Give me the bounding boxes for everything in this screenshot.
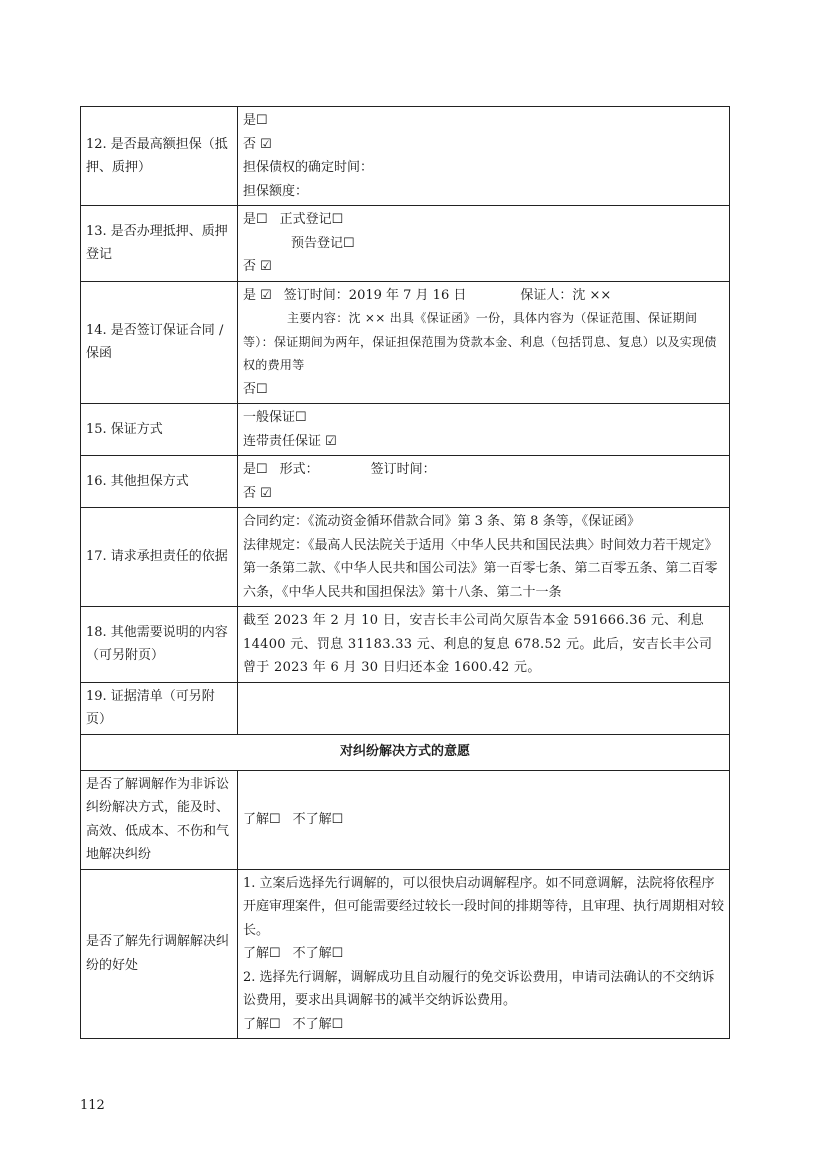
row-17-value [238, 508, 730, 607]
row-19 [81, 682, 730, 734]
row-17-law: 法律规定：《最高人民法院关于适用〈中华人民共和国民法典〉时间效力若干规定》第一条第二款、《中华人民共和国公司法》第一百零七条、第二百零五条、第二百零六条，《中华人民共和国担保法》第十八条、第二十一条 [243, 537, 718, 600]
mediation-awareness-no[interactable]: 不了解☐ [292, 811, 344, 827]
row-13-yes: 是☐ [243, 212, 268, 227]
row-14-signed: 签订时间：2019 年 7 月 16 日 [283, 287, 467, 303]
row-16 [81, 456, 730, 508]
row-15-joint: 连带责任保证 ☑ [243, 433, 337, 449]
mediation-benefit-row [81, 869, 730, 1039]
mediation-awareness-yes[interactable]: 了解☐ [243, 811, 281, 827]
row-13-formal: 正式登记☐ [279, 212, 344, 227]
section-title: 对纠纷解决方式的意愿 [81, 734, 730, 770]
row-18-label: 18. 其他需要说明的内容（可另附页） [81, 607, 238, 683]
row-16-signed: 签订时间： [370, 462, 436, 477]
row-12-confirm-time: 担保债权的确定时间： [243, 160, 374, 175]
row-12-no: 否 ☑ [243, 136, 272, 152]
mediation-benefit-p1-yes[interactable]: 了解☐ [243, 946, 281, 961]
row-17 [81, 508, 730, 607]
row-14-yes-line [243, 284, 724, 308]
row-18-value: 截至 2023 年 2 月 10 日，安吉长丰公司尚欠原告本金 591666.36 元、利息 14400 元、罚息 31183.33 元、利息的复息 678.52 元。此后，安吉长丰公司曾于 2023 年 6 月 30 日归还本金 1600.42 元。 [238, 607, 730, 683]
row-18 [81, 607, 730, 683]
row-12-value [238, 107, 730, 206]
row-13-label: 13. 是否办理抵押、质押登记 [81, 206, 238, 282]
row-13-yes-line [243, 208, 724, 232]
row-12-amount: 担保额度： [243, 183, 309, 199]
row-16-yes-line [243, 458, 724, 482]
row-13-value [238, 206, 730, 282]
mediation-benefit-p2-no[interactable]: 不了解☐ [292, 1016, 344, 1032]
row-15-general: 一般保证☐ [243, 410, 307, 425]
mediation-benefit-p1-no[interactable]: 不了解☐ [292, 946, 344, 961]
row-16-value [238, 456, 730, 508]
row-17-label: 17. 请求承担责任的依据 [81, 508, 238, 607]
mediation-benefit-p1: 1. 立案后选择先行调解的，可以很快启动调解程序。如不同意调解，法院将依程序开庭审理案件，但可能需要经过较长一段时间的排期等待，且审理、执行周期相对较长。 [243, 875, 725, 938]
case-form-table [80, 106, 730, 1039]
row-15-label: 15. 保证方式 [81, 404, 238, 456]
mediation-awareness-row [81, 770, 730, 869]
row-17-contract: 合同约定：《流动资金循环借款合同》第 3 条、第 8 条等，《保证函》 [243, 514, 641, 529]
row-14-no: 否☐ [243, 381, 268, 397]
section-heading-row [81, 734, 730, 770]
row-19-value [238, 682, 730, 734]
row-12-label: 12. 是否最高额担保（抵押、质押） [81, 107, 238, 206]
row-13-pre: 预告登记☐ [291, 235, 355, 251]
row-14-guarantor: 保证人：沈 ×× [520, 287, 612, 303]
row-15-value [238, 404, 730, 456]
mediation-benefit-p2: 2. 选择先行调解，调解成功且自动履行的免交诉讼费用，申请司法确认的不交纳诉讼费用，要求出具调解书的减半交纳诉讼费用。 [243, 969, 715, 1008]
row-16-yes: 是☐ [243, 462, 268, 477]
row-14-content: 主要内容：沈 ×× 出具《保证函》一份，具体内容为（保证范围、保证期间等）：保证期间为两年，保证担保范围为贷款本金、利息（包括罚息、复息）以及实现债权的费用等 [243, 311, 717, 372]
mediation-benefit-label: 是否了解先行调解解决纠纷的好处 [81, 869, 238, 1039]
row-13-no: 否 ☑ [243, 259, 272, 274]
row-14-label: 14. 是否签订保证合同 / 保函 [81, 281, 238, 404]
row-14 [81, 281, 730, 404]
row-13 [81, 206, 730, 282]
row-12 [81, 107, 730, 206]
row-12-yes: 是☐ [243, 113, 268, 128]
row-16-no: 否 ☑ [243, 485, 272, 501]
mediation-benefit-p1-options [243, 942, 724, 966]
row-14-value [238, 281, 730, 404]
row-16-form: 形式： [279, 462, 319, 477]
mediation-benefit-p2-yes[interactable]: 了解☐ [243, 1016, 281, 1032]
mediation-awareness-label: 是否了解调解作为非诉讼纠纷解决方式，能及时、高效、低成本、不伤和气地解决纠纷 [81, 770, 238, 869]
row-15 [81, 404, 730, 456]
page-number: 112 [80, 1098, 105, 1113]
row-14-yes: 是 ☑ [243, 287, 272, 303]
row-16-label: 16. 其他担保方式 [81, 456, 238, 508]
mediation-benefit-p2-options [243, 1013, 724, 1037]
mediation-awareness-options [238, 770, 730, 869]
mediation-benefit-value [238, 869, 730, 1039]
row-19-label: 19. 证据清单（可另附页） [81, 682, 238, 734]
